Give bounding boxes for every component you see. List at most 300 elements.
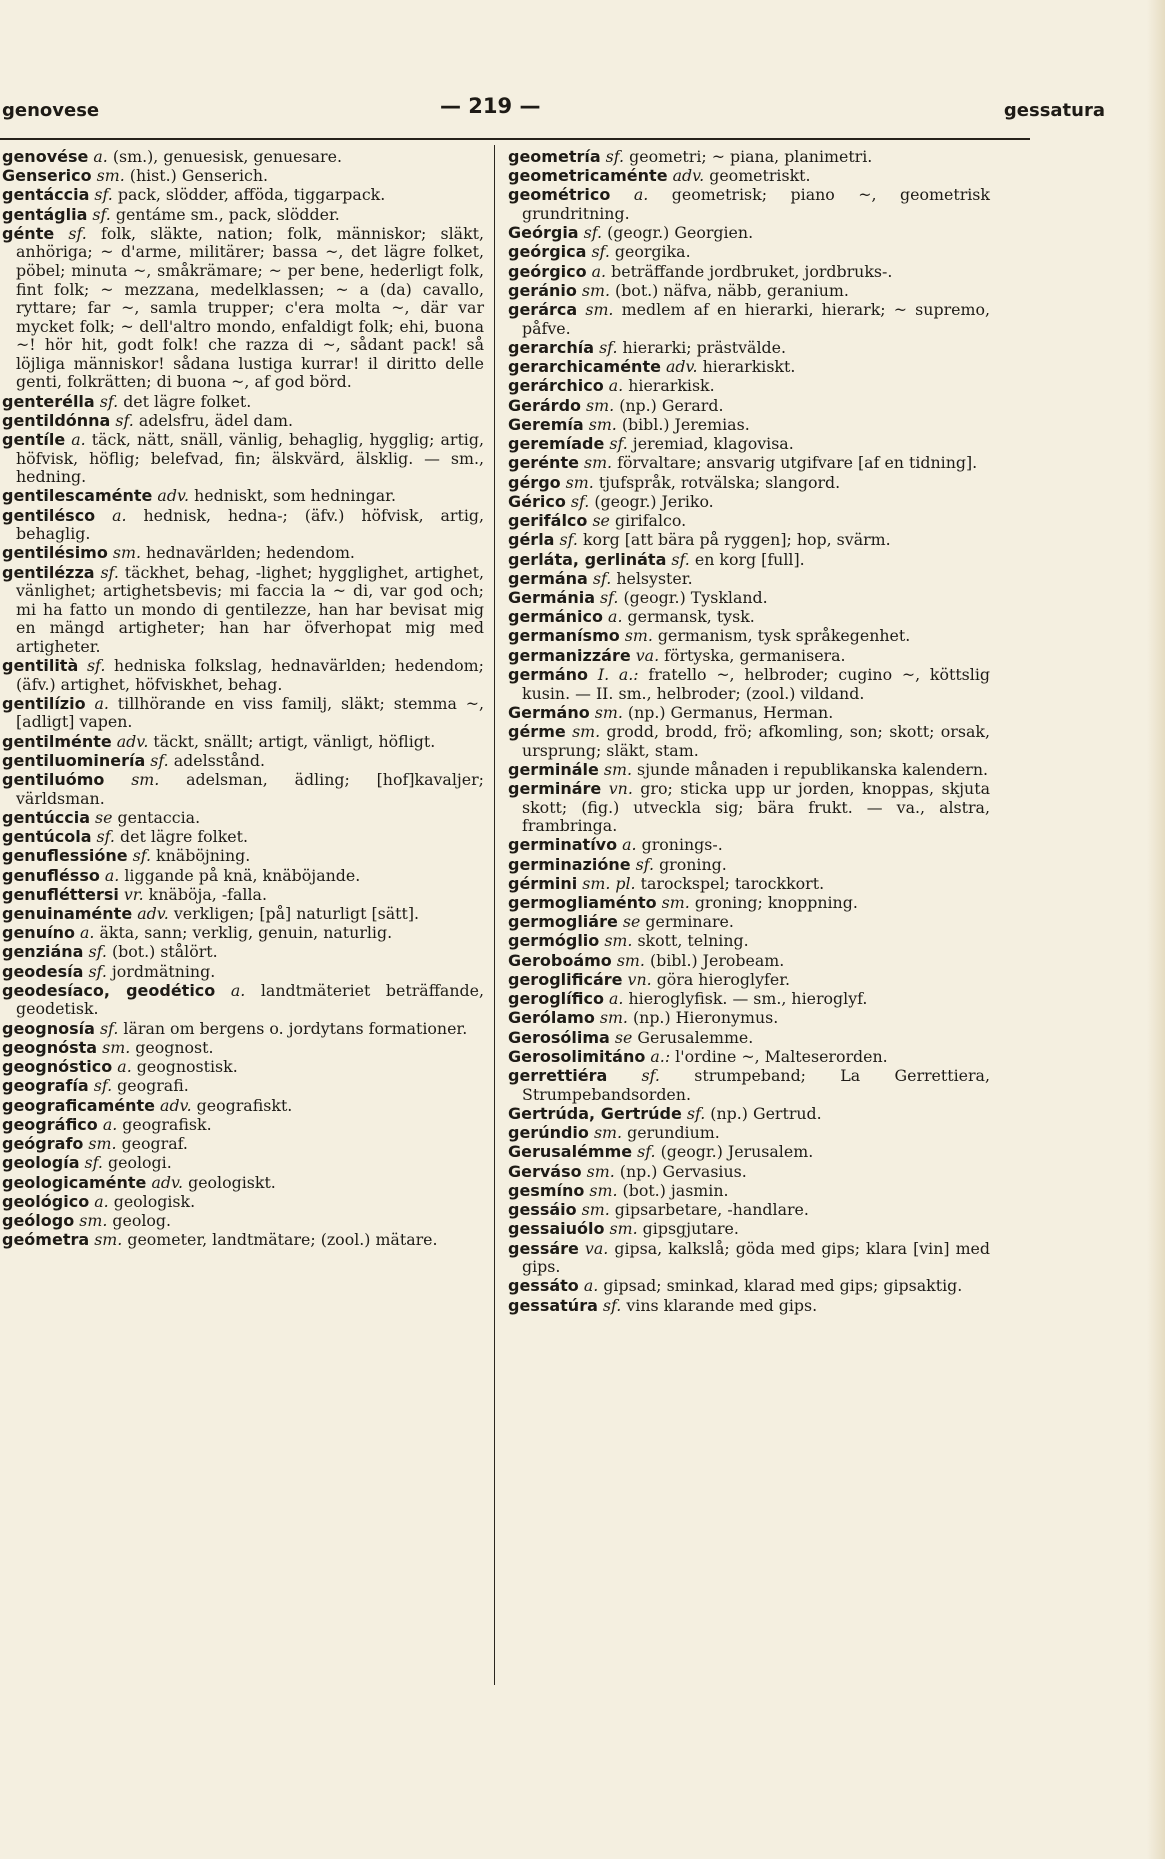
dictionary-entry xyxy=(508,875,990,894)
part-of-speech: sf. xyxy=(635,854,655,874)
definition: göra hieroglyfer. xyxy=(656,969,791,989)
part-of-speech: a.: xyxy=(650,1046,671,1066)
part-of-speech: sf. xyxy=(583,223,603,243)
dictionary-entry xyxy=(508,608,990,627)
definition: hedniskt, som hedningar. xyxy=(194,486,397,506)
headword: Gerosolimitáno xyxy=(508,1046,646,1066)
dictionary-entry xyxy=(508,474,990,493)
headword: gentúccia xyxy=(2,807,90,827)
definition: (geogr.) Georgien. xyxy=(607,223,754,243)
dictionary-entry xyxy=(508,894,990,913)
definition: gerundium. xyxy=(627,1123,720,1143)
dictionary-entry xyxy=(508,263,990,282)
headword: Geremía xyxy=(508,414,584,434)
part-of-speech: sm. xyxy=(581,1200,610,1220)
headword: gessatúra xyxy=(508,1295,598,1315)
part-of-speech: sf. xyxy=(92,204,111,224)
headword: germóglio xyxy=(508,931,600,951)
part-of-speech: sf. xyxy=(84,1153,103,1173)
part-of-speech: sf. xyxy=(591,242,610,262)
dictionary-entry xyxy=(508,1220,990,1239)
dictionary-entry xyxy=(2,1058,484,1077)
headword: geodesía xyxy=(2,961,84,981)
dictionary-entry xyxy=(2,412,484,431)
definition: geograf. xyxy=(121,1134,188,1154)
part-of-speech: sf. xyxy=(602,1295,622,1315)
headword: germanizzáre xyxy=(508,645,631,665)
part-of-speech: a. xyxy=(112,505,127,525)
part-of-speech: sf. xyxy=(600,588,619,608)
part-of-speech: vr. xyxy=(123,884,144,904)
definition: (np.) Gerard. xyxy=(619,395,724,415)
part-of-speech: sm. xyxy=(616,950,645,970)
headword: geológico xyxy=(2,1191,90,1211)
headword: geología xyxy=(2,1153,80,1173)
dictionary-entry xyxy=(2,1039,484,1058)
dictionary-entry xyxy=(2,657,484,694)
part-of-speech: sf. xyxy=(94,185,113,205)
definition: grodd, brodd, frö; afkomling, son; skott; orsak, ursprung; släkt, stam. xyxy=(522,721,990,760)
definition: hednisk, hedna-; (äfv.) höfvisk, artig, behaglig. xyxy=(16,505,485,544)
headword: genuíno xyxy=(2,923,75,943)
part-of-speech: sf. xyxy=(88,942,107,962)
part-of-speech: sm. xyxy=(603,759,633,779)
part-of-speech: se xyxy=(95,807,113,827)
part-of-speech: a. xyxy=(94,1191,109,1211)
part-of-speech: sm. xyxy=(585,300,614,320)
part-of-speech: a. xyxy=(608,989,624,1009)
dictionary-entry xyxy=(2,564,484,657)
part-of-speech: sf. xyxy=(132,846,152,866)
dictionary-entry xyxy=(508,148,990,167)
headword: geránio xyxy=(508,280,577,300)
definition: hierarkiskt. xyxy=(702,357,796,377)
headword: Geroboámo xyxy=(508,950,612,970)
dictionary-entry xyxy=(508,971,990,990)
dictionary-entry xyxy=(508,301,990,338)
definition: hierarki; prästvälde. xyxy=(622,337,787,357)
headword: genuinaménte xyxy=(2,904,133,923)
definition: groning; knoppning. xyxy=(694,893,858,913)
headword: gessáio xyxy=(508,1200,577,1220)
definition: strumpeband; La Gerrettiera, Strumpebandsorden. xyxy=(522,1066,990,1104)
part-of-speech: sm. xyxy=(661,893,690,913)
dictionary-entry xyxy=(2,431,484,487)
definition: geometriskt. xyxy=(709,166,811,186)
dictionary-entry xyxy=(508,377,990,396)
part-of-speech: sf. xyxy=(592,568,612,588)
dictionary-entry xyxy=(508,932,990,951)
part-of-speech: sf. xyxy=(100,562,119,582)
headword: gerárchico xyxy=(508,376,604,396)
dictionary-entry xyxy=(508,627,990,646)
headword: gentiluómo xyxy=(2,770,105,790)
dictionary-entry xyxy=(508,1277,990,1296)
headword: geólogo xyxy=(2,1211,75,1231)
dictionary-entry xyxy=(508,224,990,243)
dictionary-entry xyxy=(2,206,484,225)
definition: medlem af en hierarki, hierark; ~ supremo, påfve. xyxy=(522,300,990,338)
part-of-speech: I. a.: xyxy=(597,664,639,684)
header-left-guideword: genovese xyxy=(2,100,100,121)
part-of-speech: sm. xyxy=(88,1134,117,1154)
headword: geógrafo xyxy=(2,1134,84,1154)
definition: det lägre folket. xyxy=(123,391,252,411)
dictionary-entry xyxy=(508,666,990,703)
part-of-speech: sf. xyxy=(641,1066,660,1086)
column-divider xyxy=(494,145,495,1685)
dictionary-entry xyxy=(508,416,990,435)
part-of-speech: sf. xyxy=(99,1018,119,1038)
part-of-speech: va. xyxy=(635,645,660,665)
headword: genuflésso xyxy=(2,865,100,885)
headword: geómetra xyxy=(2,1230,90,1250)
headword: gerláta, gerlináta xyxy=(508,549,667,569)
headword: Genserico xyxy=(2,166,92,186)
part-of-speech: sf. xyxy=(570,491,590,511)
right-column xyxy=(508,148,990,1316)
headword: germánico xyxy=(508,607,604,627)
headword: gérme xyxy=(508,721,566,741)
dictionary-entry xyxy=(508,435,990,454)
part-of-speech: sf. xyxy=(96,827,115,847)
headword: germogliaménto xyxy=(508,893,657,913)
dictionary-entry xyxy=(508,1029,990,1048)
part-of-speech: adv. xyxy=(137,904,169,923)
dictionary-entry xyxy=(2,695,484,732)
headword: gentilescaménte xyxy=(2,486,153,506)
definition: georgika. xyxy=(614,242,691,262)
definition: (np.) Hieronymus. xyxy=(632,1008,779,1028)
dictionary-entry xyxy=(508,780,990,836)
headword: gessaiuólo xyxy=(508,1219,605,1239)
dictionary-entry xyxy=(2,148,484,167)
part-of-speech: a. xyxy=(591,261,607,281)
headword: geométrico xyxy=(508,185,611,205)
headword: gérmini xyxy=(508,873,578,893)
part-of-speech: a. xyxy=(71,430,86,450)
dictionary-entry xyxy=(508,397,990,416)
dictionary-entry xyxy=(508,647,990,666)
dictionary-entry xyxy=(508,1143,990,1162)
dictionary-entry xyxy=(508,1297,990,1316)
headword: gerarchía xyxy=(508,337,595,357)
definition: geometrisk; piano ~, geometrisk grundritning. xyxy=(522,185,990,224)
definition: jeremiad, klagovisa. xyxy=(632,434,794,454)
definition: verkligen; [på] naturligt [sätt]. xyxy=(173,904,420,923)
part-of-speech: sf. xyxy=(86,656,106,676)
part-of-speech: adv. xyxy=(665,357,698,377)
part-of-speech: se xyxy=(622,912,641,932)
part-of-speech: se xyxy=(614,1027,633,1047)
definition: geografi. xyxy=(117,1076,189,1096)
part-of-speech: sf. xyxy=(559,530,578,550)
definition: täckhet, behag, -lighet; hygglighet, artighet, vänlighet; artighetsbevis; mi faccia la ~ di, var god och; mi ha fatto un mondo di gentilezze, han har bevisat mig en mängd artigheter; han har öfverhopat mig med artigheter. xyxy=(16,562,484,656)
definition: (bot.) jasmin. xyxy=(622,1180,729,1200)
part-of-speech: sm. xyxy=(131,770,160,790)
part-of-speech: a. xyxy=(633,185,649,205)
part-of-speech: vn. xyxy=(608,778,633,798)
definition: (np.) Germanus, Herman. xyxy=(627,702,834,722)
definition: geolog. xyxy=(112,1211,172,1231)
headword: geografía xyxy=(2,1076,89,1096)
headword: Gerusalémme xyxy=(508,1142,633,1162)
headword: germanísmo xyxy=(508,626,620,646)
dictionary-entry xyxy=(2,905,484,924)
dictionary-entry xyxy=(2,1231,484,1250)
headword: geremíade xyxy=(508,434,605,454)
definition: gipsarbetare, -handlare. xyxy=(614,1200,809,1220)
part-of-speech: sm. xyxy=(586,395,615,415)
definition: adelsman, ädling; [hof]kavaljer; världsman. xyxy=(16,770,484,808)
dictionary-entry xyxy=(2,167,484,186)
part-of-speech: adv. xyxy=(151,1172,184,1192)
dictionary-entry xyxy=(508,1105,990,1124)
part-of-speech: adv. xyxy=(116,731,149,751)
dictionary-entry xyxy=(508,493,990,512)
part-of-speech: sm. xyxy=(609,1219,638,1239)
headword: Gerváso xyxy=(508,1161,582,1181)
headword: génte xyxy=(2,223,55,243)
headword: Gertrúda, Gertrúde xyxy=(508,1103,682,1123)
dictionary-entry xyxy=(508,856,990,875)
definition: hierarkisk. xyxy=(628,376,715,396)
headword: gerénte xyxy=(508,453,579,473)
headword: gentilménte xyxy=(2,731,112,751)
headword: gentáccia xyxy=(2,185,90,205)
headword: Gérico xyxy=(508,491,566,511)
definition: äkta, sann; verklig, genuin, naturlig. xyxy=(99,923,393,943)
definition: (bibl.) Jerobeam. xyxy=(649,950,785,970)
definition: gro; sticka upp ur jorden, knoppas, skjuta skott; (fig.) utveckla sig; bära frukt. — va., alstra, frambringa. xyxy=(522,778,990,836)
headword: genovése xyxy=(2,147,89,166)
definition: gipsad; sminkad, klarad med gips; gipsaktig. xyxy=(603,1276,963,1296)
definition: gentaccia. xyxy=(117,807,201,827)
definition: germansk, tysk. xyxy=(627,607,755,627)
part-of-speech: sm. xyxy=(589,1180,618,1200)
part-of-speech: a. xyxy=(230,980,246,1000)
part-of-speech: se xyxy=(592,511,610,531)
definition: (bibl.) Jeremias. xyxy=(621,414,750,434)
headword: gentáglia xyxy=(2,204,88,224)
headword: gessáto xyxy=(508,1276,579,1296)
headword: gerifálco xyxy=(508,511,588,531)
definition: läran om bergens o. jordytans formationer. xyxy=(123,1018,468,1038)
dictionary-entry xyxy=(508,339,990,358)
definition: det lägre folket. xyxy=(119,827,249,847)
part-of-speech: sm. xyxy=(599,1008,628,1028)
definition: täckt, snällt; artigt, vänligt, höfligt. xyxy=(153,731,436,751)
headword: gérla xyxy=(508,530,555,550)
dictionary-entry xyxy=(2,752,484,771)
part-of-speech: sf. xyxy=(609,434,628,454)
dictionary-entry xyxy=(2,733,484,752)
part-of-speech: sm. xyxy=(588,414,617,434)
part-of-speech: sm. xyxy=(79,1211,108,1231)
page-number: — 219 — xyxy=(440,94,541,118)
dictionary-entry xyxy=(2,487,484,506)
definition: girifalco. xyxy=(614,511,687,531)
dictionary-entry xyxy=(2,186,484,205)
headword: gentilézza xyxy=(2,562,95,582)
dictionary-entry xyxy=(2,886,484,905)
headword: geórgico xyxy=(508,261,587,281)
definition: l'ordine ~, Malteserorden. xyxy=(675,1046,888,1066)
dictionary-entry xyxy=(508,512,990,531)
part-of-speech: sf. xyxy=(115,410,134,430)
definition: knäböja, -falla. xyxy=(148,884,267,904)
dictionary-entry xyxy=(2,982,484,1019)
headword: genziána xyxy=(2,942,84,962)
part-of-speech: sf. xyxy=(93,1076,113,1096)
dictionary-entry xyxy=(508,1067,990,1104)
definition: fratello ~, helbroder; cugino ~, köttslig kusin. — II. sm., helbroder; (zool.) vildand. xyxy=(522,664,990,703)
headword: germána xyxy=(508,568,588,588)
part-of-speech: sm. xyxy=(572,721,601,741)
part-of-speech: a. xyxy=(104,865,120,885)
part-of-speech: a. xyxy=(608,607,623,627)
definition: folk, släkte, nation; folk, människor; släkt, anhöriga; ~ d'arme, militärer; bassa ~, det lägre folket, pöbel; minuta ~, småkrämare; ~ per bene, hederligt folk, fint folk; ~ mezzana, medelklassen; ~ a (da) cavallo, ryttare; far ~, samla trupper; c'era molta ~, där var mycket folk; ~ dell'altro mondo, enfaldigt folk; ehi, buona ~! hör hit, godt folk! che razza di ~, sådant pack! så löjliga människor! sådana lustiga kurrar! il diritto delle genti, folkrätten; di buona ~, af god börd. xyxy=(16,223,485,392)
part-of-speech: sm. xyxy=(102,1037,131,1057)
definition: tarockspel; tarockkort. xyxy=(640,873,825,893)
headword: geórgica xyxy=(508,242,587,262)
headword: gentilésimo xyxy=(2,543,108,563)
definition: geometri; ~ piana, planimetri. xyxy=(629,147,873,166)
headword: gentildónna xyxy=(2,410,111,430)
dictionary-entry xyxy=(2,1020,484,1039)
definition: (geogr.) Jeriko. xyxy=(594,491,714,511)
part-of-speech: sf. xyxy=(605,147,625,166)
part-of-speech: sm. xyxy=(112,543,141,563)
headword: geognosía xyxy=(2,1018,95,1038)
headword: germinatívo xyxy=(508,835,618,855)
part-of-speech: a. xyxy=(94,693,109,713)
part-of-speech: a. xyxy=(79,923,95,943)
part-of-speech: sf. xyxy=(150,750,169,770)
part-of-speech: sm. xyxy=(565,472,594,492)
dictionary-entry xyxy=(508,1048,990,1067)
headword: germogliáre xyxy=(508,912,618,932)
headword: gerarchicaménte xyxy=(508,357,661,377)
headword: gerárca xyxy=(508,300,578,320)
part-of-speech: sm. xyxy=(594,702,623,722)
part-of-speech: a. xyxy=(583,1276,599,1296)
part-of-speech: sm. xyxy=(94,1230,123,1250)
dictionary-entry xyxy=(508,761,990,780)
definition: geografiskt. xyxy=(196,1095,293,1115)
headword: geometría xyxy=(508,147,601,166)
definition: geometer, landtmätare; (zool.) mätare. xyxy=(127,1230,438,1250)
dictionary-entry xyxy=(2,393,484,412)
headword: gesmíno xyxy=(508,1180,585,1200)
headword: Germánia xyxy=(508,588,596,608)
definition: germanism, tysk språkegenhet. xyxy=(657,626,911,646)
headword: Gerosólima xyxy=(508,1027,610,1047)
definition: gipsa, kalkslå; göda med gips; klara [vin] med gips. xyxy=(522,1238,991,1277)
definition: groning. xyxy=(659,854,727,874)
part-of-speech: a. xyxy=(93,147,108,166)
part-of-speech: sm. xyxy=(624,626,653,646)
part-of-speech: a. xyxy=(117,1057,132,1077)
headword: gérgo xyxy=(508,472,561,492)
dictionary-entry xyxy=(2,809,484,828)
dictionary-entry xyxy=(508,1124,990,1143)
dictionary-entry xyxy=(508,1163,990,1182)
dictionary-entry xyxy=(508,913,990,932)
running-header xyxy=(0,92,1165,122)
definition: korg [att bära på ryggen]; hop, svärm. xyxy=(582,530,891,550)
dictionary-entry xyxy=(2,867,484,886)
definition: (sm.), genuesisk, genuesare. xyxy=(112,147,342,166)
headword: geodesíaco, geodético xyxy=(2,980,216,1000)
definition: en korg [full]. xyxy=(694,549,805,569)
dictionary-entry xyxy=(2,771,484,808)
headword: Gerólamo xyxy=(508,1008,595,1028)
definition: hedniska folkslag, hednavärlden; hedendom; (äfv.) artighet, höfviskhet, behag. xyxy=(16,656,484,694)
headword: genufléttersi xyxy=(2,884,119,904)
headword: gerrettiéra xyxy=(508,1066,608,1086)
headword: geográfico xyxy=(2,1114,98,1134)
dictionary-entry xyxy=(508,1009,990,1028)
header-rule xyxy=(0,138,1030,140)
page-edge xyxy=(1147,0,1165,1859)
headword: Geórgia xyxy=(508,223,579,243)
headword: gentiluominería xyxy=(2,750,146,770)
dictionary-entry xyxy=(2,924,484,943)
definition: (bot.) stålört. xyxy=(111,942,218,962)
dictionary-entry xyxy=(2,1116,484,1135)
part-of-speech: sf. xyxy=(671,549,690,569)
dictionary-entry xyxy=(2,1193,484,1212)
definition: gipsgjutare. xyxy=(642,1219,739,1239)
part-of-speech: sm. xyxy=(604,931,633,951)
headword: geognósta xyxy=(2,1037,98,1057)
dictionary-entry xyxy=(508,358,990,377)
dictionary-entry xyxy=(508,1240,990,1277)
definition: hednavärlden; hedendom. xyxy=(146,543,355,563)
part-of-speech: sf. xyxy=(88,961,107,981)
definition: landtmäteriet beträffande, geodetisk. xyxy=(16,980,484,1019)
left-column xyxy=(2,148,484,1251)
dictionary-entry xyxy=(508,282,990,301)
headword: geognóstico xyxy=(2,1057,113,1077)
dictionary-entry xyxy=(2,507,484,544)
definition: geologisk. xyxy=(113,1191,196,1211)
dictionary-entry xyxy=(2,1097,484,1116)
definition: (bot.) näfva, näbb, geranium. xyxy=(615,280,849,300)
definition: geologiskt. xyxy=(188,1172,276,1192)
dictionary-entry xyxy=(2,1135,484,1154)
definition: förvaltare; ansvarig utgifvare [af en tidning]. xyxy=(617,453,978,473)
dictionary-entry xyxy=(508,704,990,723)
part-of-speech: sm. xyxy=(583,453,613,473)
dictionary-entry xyxy=(2,1077,484,1096)
dictionary-entry xyxy=(508,1182,990,1201)
part-of-speech: adv. xyxy=(672,166,705,186)
definition: pack, slödder, afföda, tiggarpack. xyxy=(117,185,386,205)
dictionary-entry xyxy=(2,943,484,962)
dictionary-entry xyxy=(2,1154,484,1173)
headword: germinazióne xyxy=(508,854,631,874)
headword: Gerárdo xyxy=(508,395,582,415)
headword: gentilità xyxy=(2,656,79,676)
definition: sjunde månaden i republikanska kalendern. xyxy=(637,759,989,779)
part-of-speech: sf. xyxy=(68,223,87,243)
dictionary-entry xyxy=(2,963,484,982)
part-of-speech: sm. xyxy=(96,166,125,186)
dictionary-entry xyxy=(508,589,990,608)
definition: germinare. xyxy=(645,912,734,932)
